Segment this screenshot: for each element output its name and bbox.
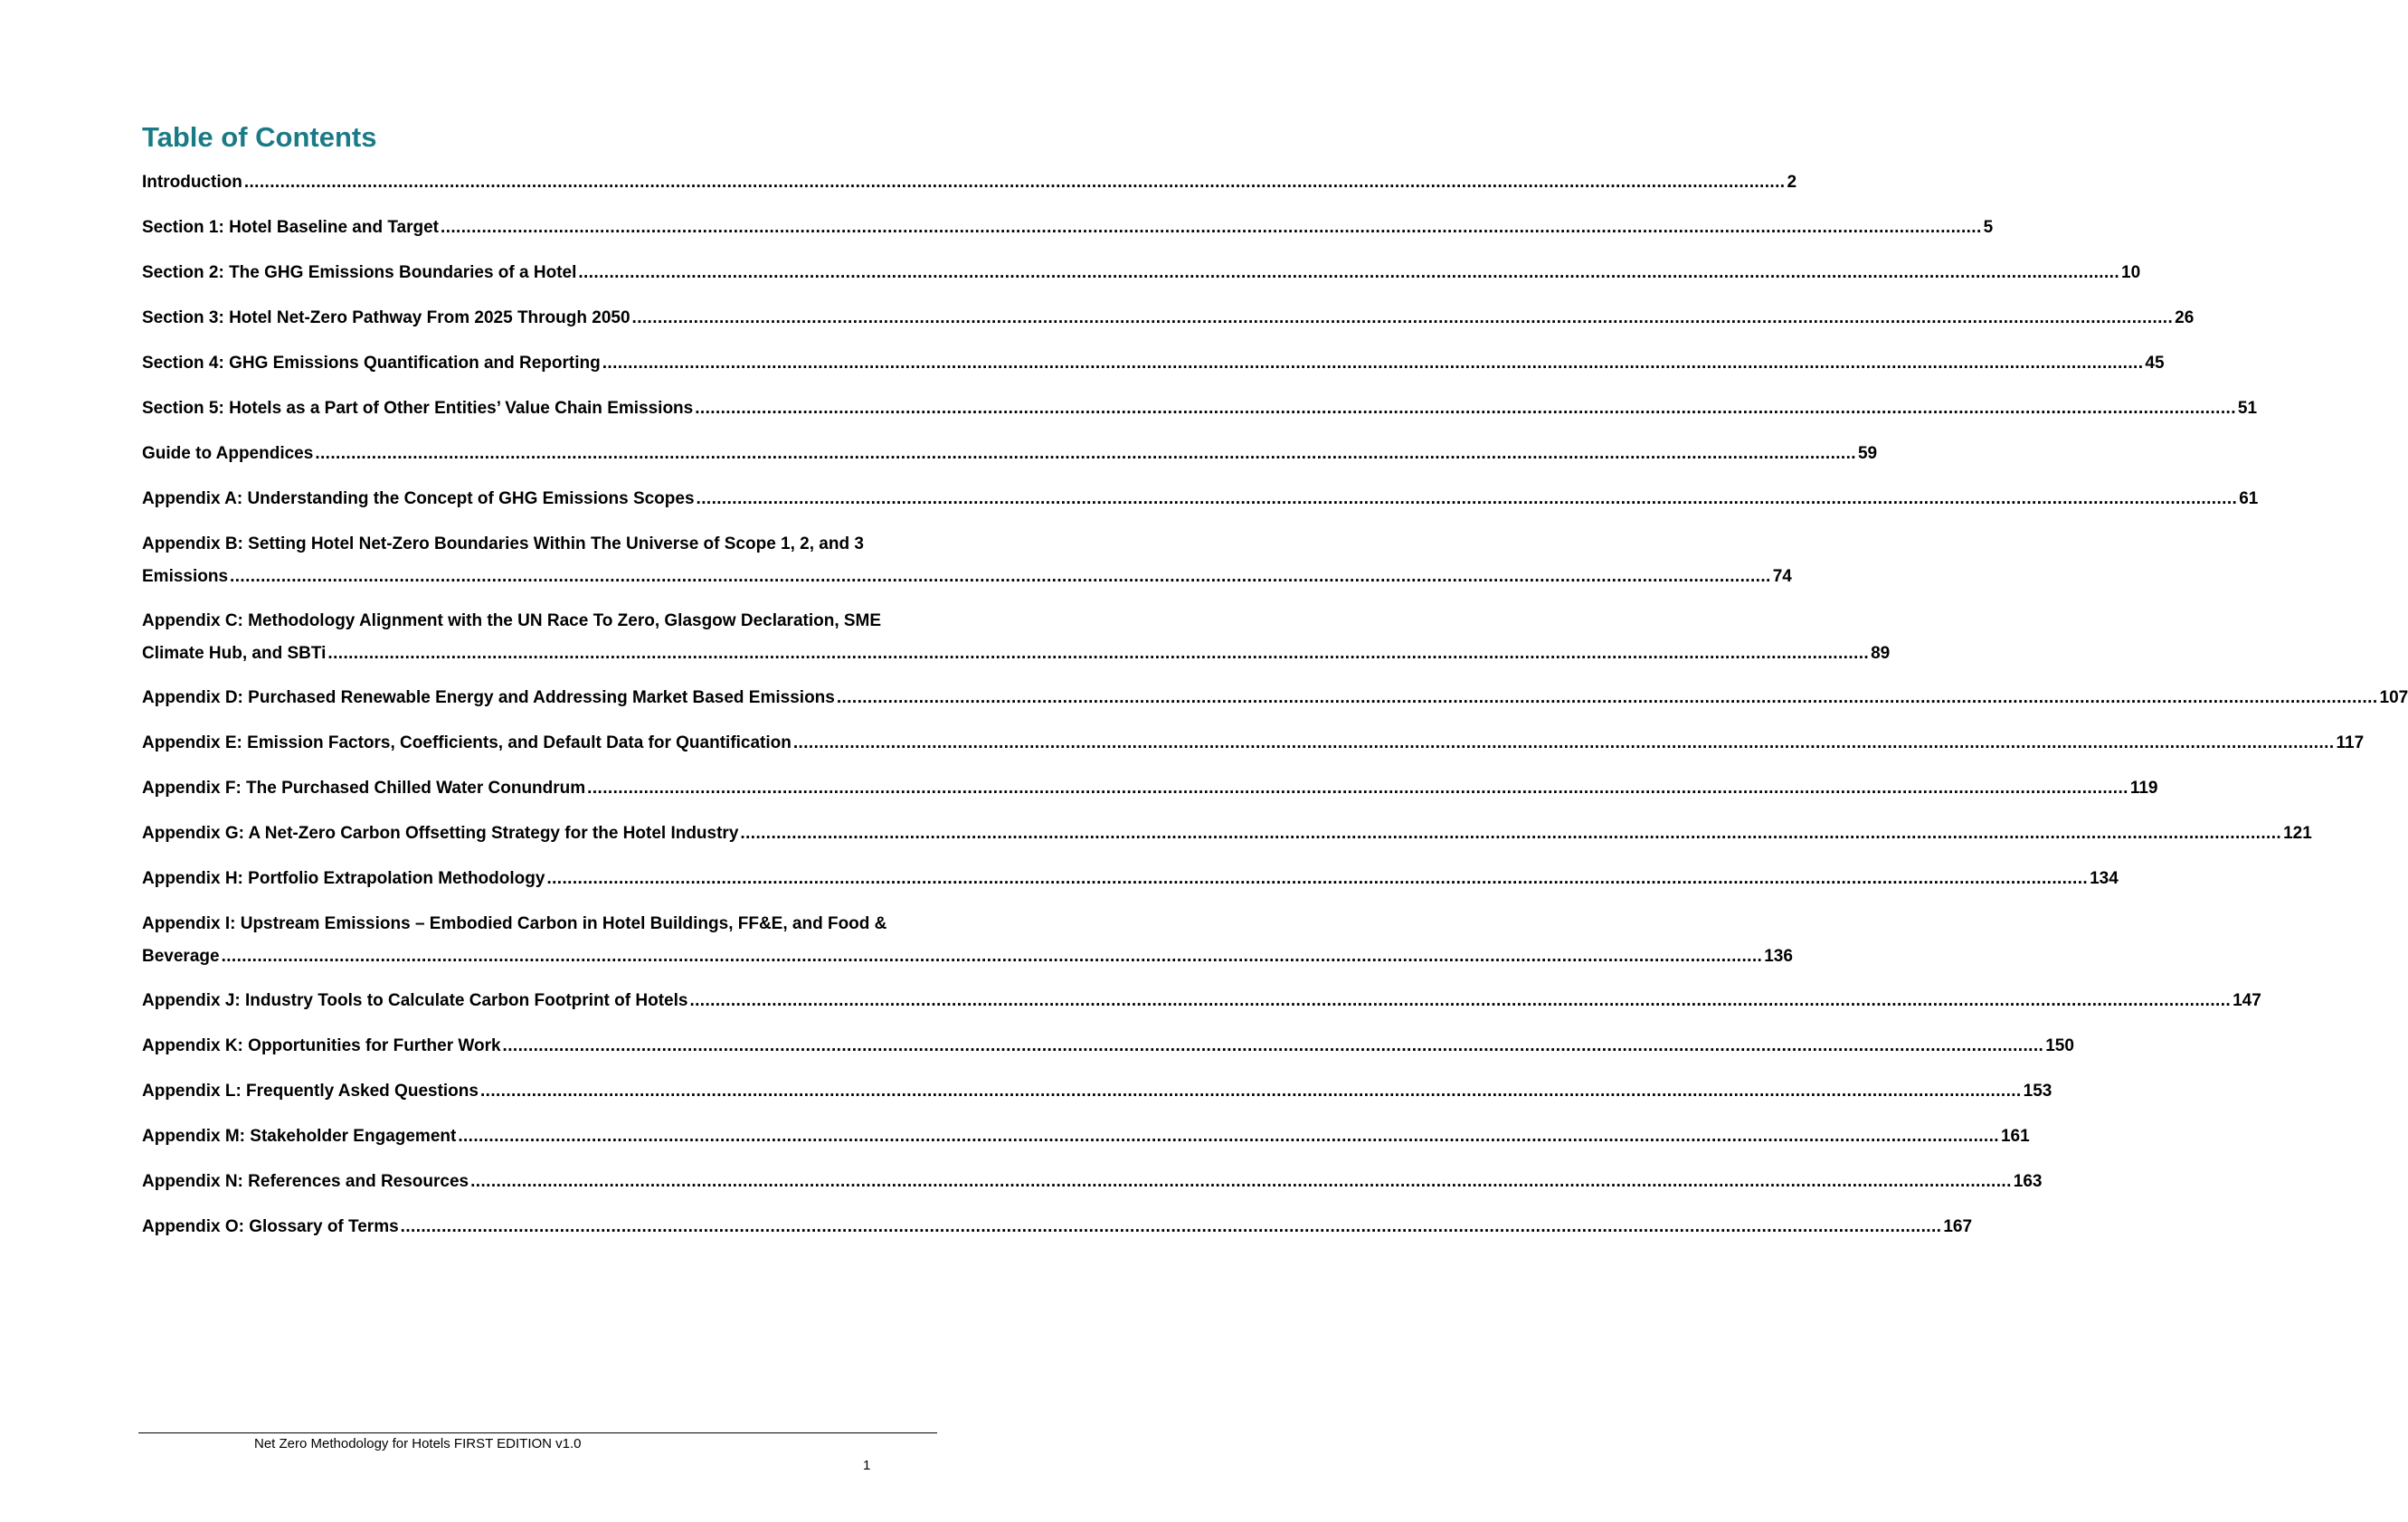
dot-leader: ............................................................................................................................................................................................................................................................................................................ — [695, 399, 2236, 418]
toc-entry[interactable] — [142, 392, 2258, 425]
dot-leader: ............................................................................................................................................................................................................................................................................................................ — [836, 688, 2378, 707]
toc-entry-title: Section 2: The GHG Emissions Boundaries of a Hotel — [142, 263, 577, 282]
dot-leader: ............................................................................................................................................................................................................................................................................................................ — [696, 489, 2238, 508]
dot-leader: ............................................................................................................................................................................................................................................................................................................ — [689, 991, 2232, 1010]
toc-entry-title: Section 3: Hotel Net-Zero Pathway From 2025 Through 2050 — [142, 308, 630, 327]
footer-title: Net Zero Methodology for Hotels FIRST EDITION v1.0 — [254, 1436, 582, 1451]
toc-entry-title: Appendix N: References and Resources — [142, 1172, 469, 1191]
toc-entry-title: Appendix D: Purchased Renewable Energy and Addressing Market Based Emissions — [142, 688, 835, 707]
dot-leader: ............................................................................................................................................................................................................................................................................................................ — [546, 869, 2089, 888]
toc-entry-title: Appendix L: Frequently Asked Questions — [142, 1082, 479, 1101]
toc-entry-title: Guide to Appendices — [142, 444, 314, 463]
dot-leader: ............................................................................................................................................................................................................................................................................................................ — [740, 824, 2282, 843]
toc-entry[interactable] — [142, 438, 1878, 470]
toc-entry[interactable] — [142, 528, 1792, 593]
toc-entry-page: 163 — [2013, 1172, 2043, 1191]
toc-entry[interactable] — [142, 908, 1793, 973]
dot-leader: ............................................................................................................................................................................................................................................................................................................ — [470, 1172, 2012, 1191]
toc-entry-title: Appendix M: Stakeholder Engagement — [142, 1127, 457, 1146]
toc-entry[interactable] — [142, 1030, 2074, 1063]
toc-entry[interactable] — [142, 1120, 2030, 1153]
toc-entry[interactable] — [142, 1166, 2043, 1198]
dot-leader: ............................................................................................................................................................................................................................................................................................................ — [587, 779, 2128, 798]
toc-entry-page: 121 — [2283, 824, 2312, 843]
toc-entry[interactable] — [142, 863, 2119, 895]
toc-entry-title: Appendix A: Understanding the Concept of GHG Emissions Scopes — [142, 489, 695, 508]
toc-entry-page: 153 — [2023, 1082, 2052, 1101]
toc-entry-title: Appendix O: Glossary of Terms — [142, 1217, 399, 1236]
dot-leader: ............................................................................................................................................................................................................................................................................................................ — [458, 1127, 1999, 1146]
toc-entry-title: Appendix J: Industry Tools to Calculate Carbon Footprint of Hotels — [142, 991, 688, 1010]
toc-entry-title: Section 4: GHG Emissions Quantification and Reporting — [142, 354, 601, 373]
dot-leader: ............................................................................................................................................................................................................................................................................................................ — [221, 947, 1763, 966]
dot-leader: ............................................................................................................................................................................................................................................................................................................ — [602, 354, 2144, 373]
toc-entry-title-line1: Appendix I: Upstream Emissions – Embodied Carbon in Hotel Buildings, FF&E, and Food & — [142, 914, 887, 933]
toc-entry-title: Section 1: Hotel Baseline and Target — [142, 218, 440, 237]
toc-entry[interactable] — [142, 257, 2141, 289]
toc-entry-page: 117 — [2336, 733, 2365, 752]
toc-entry-page: 134 — [2090, 869, 2119, 888]
toc-entry-title: Section 5: Hotels as a Part of Other Entities’ Value Chain Emissions — [142, 399, 694, 418]
toc-entry[interactable] — [142, 212, 1994, 244]
toc-entry-page: 74 — [1772, 567, 1792, 586]
toc-entry[interactable] — [142, 682, 2408, 714]
toc-entry-title: Climate Hub, and SBTi — [142, 644, 327, 663]
toc-entry-page: 59 — [1857, 444, 1878, 463]
toc-entry[interactable] — [142, 772, 2158, 805]
dot-leader: ............................................................................................................................................................................................................................................................................................................ — [441, 218, 1982, 237]
toc-entry-page: 5 — [1983, 218, 1994, 237]
toc-entry-page: 119 — [2129, 779, 2158, 798]
toc-entry-page: 167 — [1943, 1217, 1973, 1236]
toc-entry-title: Beverage — [142, 947, 220, 966]
toc-entry-title: Appendix F: The Purchased Chilled Water Conundrum — [142, 779, 586, 798]
dot-leader: ............................................................................................................................................................................................................................................................................................................ — [243, 173, 1786, 192]
dot-leader: ............................................................................................................................................................................................................................................................................................................ — [230, 567, 1771, 586]
toc-entry-title: Emissions — [142, 567, 229, 586]
toc-entry[interactable] — [142, 166, 1797, 199]
toc-entry[interactable] — [142, 302, 2195, 335]
toc-entry[interactable] — [142, 985, 2261, 1017]
toc-entry[interactable] — [142, 1211, 1973, 1243]
toc-entry[interactable] — [142, 727, 2365, 760]
toc-entry-page: 2 — [1787, 173, 1797, 192]
toc-entry-title: Appendix H: Portfolio Extrapolation Methodology — [142, 869, 545, 888]
toc-entry-page: 136 — [1764, 947, 1793, 966]
toc-entry-page: 150 — [2045, 1036, 2074, 1055]
toc-entry-page: 89 — [1871, 644, 1891, 663]
footer-divider — [138, 1432, 937, 1433]
dot-leader: ............................................................................................................................................................................................................................................................................................................ — [792, 733, 2335, 752]
toc-entry-title: Appendix E: Emission Factors, Coefficients, and Default Data for Quantification — [142, 733, 792, 752]
toc-entry-title-line1: Appendix B: Setting Hotel Net-Zero Boundaries Within The Universe of Scope 1, 2, and 3 — [142, 534, 864, 553]
toc-entry-page: 51 — [2237, 399, 2258, 418]
toc-entry-title: Appendix G: A Net-Zero Carbon Offsetting Strategy for the Hotel Industry — [142, 824, 739, 843]
page-title: Table of Contents — [142, 121, 377, 153]
page-number: 1 — [863, 1458, 871, 1473]
toc-entry-page: 10 — [2121, 263, 2141, 282]
dot-leader: ............................................................................................................................................................................................................................................................................................................ — [631, 308, 2174, 327]
toc-entry-page: 147 — [2233, 991, 2261, 1010]
toc-entry[interactable] — [142, 605, 1891, 670]
dot-leader: ............................................................................................................................................................................................................................................................................................................ — [502, 1036, 2044, 1055]
dot-leader: ............................................................................................................................................................................................................................................................................................................ — [578, 263, 2120, 282]
toc-entry-page: 45 — [2145, 354, 2165, 373]
toc-entry-page: 61 — [2239, 489, 2259, 508]
toc-entry[interactable] — [142, 347, 2165, 380]
toc-entry-page: 107 — [2379, 688, 2408, 707]
toc-entry[interactable] — [142, 818, 2312, 850]
toc-entry[interactable] — [142, 483, 2259, 515]
toc-entry-page: 26 — [2175, 308, 2195, 327]
toc-entry-title: Appendix K: Opportunities for Further Work — [142, 1036, 501, 1055]
toc-entry[interactable] — [142, 1075, 2052, 1108]
toc-entry-page: 161 — [2000, 1127, 2030, 1146]
toc-entry-title-line1: Appendix C: Methodology Alignment with the UN Race To Zero, Glasgow Declaration, SME — [142, 611, 882, 630]
dot-leader: ............................................................................................................................................................................................................................................................................................................ — [327, 644, 1870, 663]
dot-leader: ............................................................................................................................................................................................................................................................................................................ — [479, 1082, 2022, 1101]
toc-entry-title: Introduction — [142, 173, 242, 192]
dot-leader: ............................................................................................................................................................................................................................................................................................................ — [400, 1217, 1942, 1236]
dot-leader: ............................................................................................................................................................................................................................................................................................................ — [315, 444, 1856, 463]
